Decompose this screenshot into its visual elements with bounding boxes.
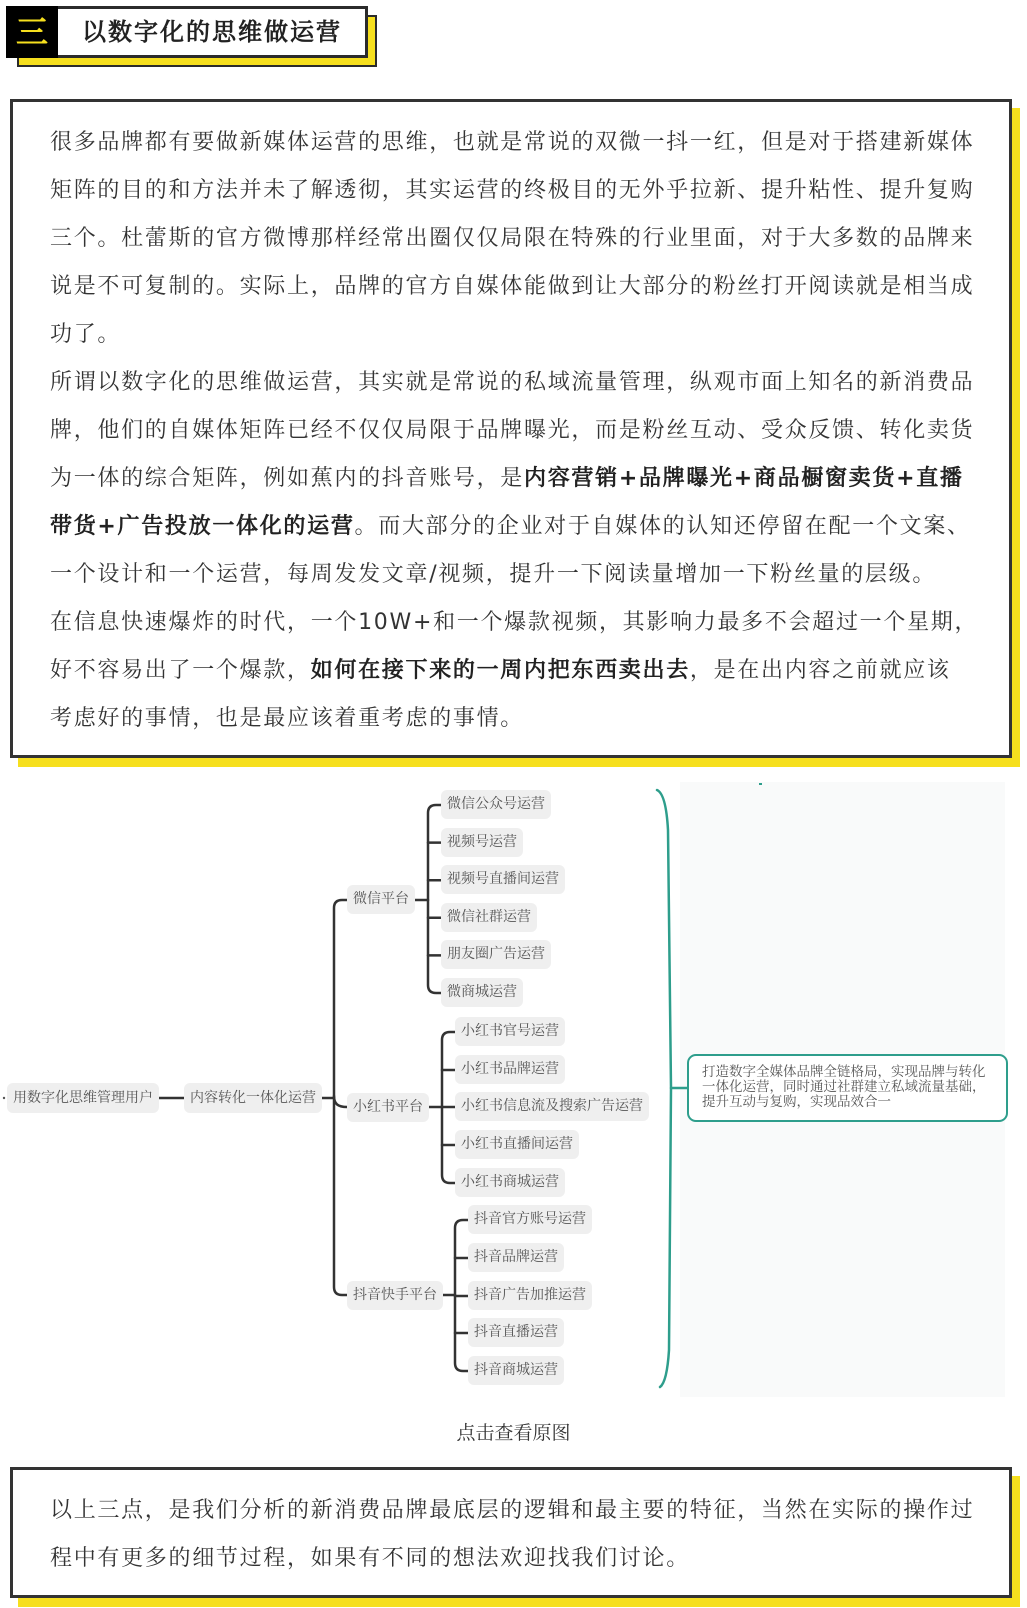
leaf-node: 小红书直播间运营 [455, 1130, 579, 1159]
branch-node-douyin: 抖音快手平台 [347, 1281, 443, 1310]
text-line [50, 695, 989, 743]
paragraph [50, 599, 989, 743]
leaf-node: 小红书官号运营 [455, 1017, 565, 1046]
mindmap-image[interactable] [0, 770, 1027, 1400]
text-line [50, 1487, 989, 1535]
leaf-node: 抖音直播运营 [468, 1318, 564, 1347]
text-line [50, 551, 989, 599]
text-line [50, 263, 989, 311]
leaf-node: 小红书商城运营 [455, 1168, 565, 1197]
summary-line: 打造数字全媒体品牌全链格局，实现品牌与转化 [702, 1064, 986, 1080]
paragraph [50, 359, 989, 599]
text-line [50, 1535, 989, 1583]
image-caption [0, 1420, 1027, 1446]
mindmap-root-node: 用数字化思维管理用户 [7, 1083, 159, 1113]
leaf-node: 视频号直播间运营 [441, 865, 565, 894]
text-segment: 很多品牌都有要做新媒体运营的思维，也就是常说的双微一抖一红，但是对于搭建新媒体 [50, 130, 975, 155]
leaf-node: 微信社群运营 [441, 903, 537, 932]
text-line [50, 119, 989, 167]
summary-bracket [657, 790, 687, 1387]
mindmap-summary-box [687, 1054, 1008, 1122]
bold-emphasis: 带货+广告投放一体化的运营 [50, 514, 355, 539]
root-edge-dot [2, 1096, 6, 1100]
text-segment: ，是在出内容之前就应该 [689, 658, 951, 683]
text-segment: 好不容易出了一个爆款， [50, 658, 311, 683]
summary-line: 提升互动与复购，实现品效合一 [702, 1094, 891, 1110]
section-number-badge [6, 6, 58, 58]
bold-emphasis: 如何在接下来的一周内把东西卖出去 [310, 658, 690, 683]
text-segment: 功了。 [50, 322, 122, 347]
branch-node-wechat: 微信平台 [347, 885, 415, 914]
leaf-node: 视频号运营 [441, 828, 523, 857]
text-line [50, 311, 989, 359]
bracket-xiaohongshu-ticks [442, 1070, 455, 1145]
text-segment: 三个。杜蕾斯的官方微博那样经常出圈仅仅局限在特殊的行业里面，对于大多数的品牌来 [50, 226, 975, 251]
view-original-image-link[interactable]: 点击查看原图 [456, 1422, 571, 1444]
text-segment: 所谓以数字化的思维做运营，其实就是常说的私域流量管理，纵观市面上知名的新消费品 [50, 370, 975, 395]
text-segment: 矩阵的目的和方法并未了解透彻，其实运营的终极目的无外乎拉新、提升粘性、提升复购 [50, 178, 975, 203]
text-line [50, 647, 989, 695]
leaf-node: 抖音品牌运营 [468, 1243, 564, 1272]
closing-text-box [10, 1467, 1012, 1598]
text-segment: 为一体的综合矩阵，例如蕉内的抖音账号，是 [50, 466, 525, 491]
leaf-node: 微信公众号运营 [441, 790, 551, 819]
text-segment: 说是不可复制的。实际上，品牌的官方自媒体能做到让大部分的粉丝打开阅读就是相当成 [50, 274, 975, 299]
branch-node-xiaohongshu: 小红书平台 [347, 1093, 429, 1122]
text-line [50, 359, 989, 407]
leaf-node: 小红书品牌运营 [455, 1055, 565, 1084]
leaf-node: 抖音广告加推运营 [468, 1281, 592, 1310]
text-segment: 在信息快速爆炸的时代，一个10W+和一个爆款视频，其影响力最多不会超过一个星期， [50, 610, 979, 635]
connector-trunk [334, 900, 347, 1295]
text-segment: 一个设计和一个运营，每周发发文章/视频，提升一下阅读量增加一下粉丝量的层级。 [50, 562, 937, 587]
text-line [50, 599, 989, 647]
text-segment: 以上三点，是我们分析的新消费品牌最底层的逻辑和最主要的特征，当然在实际的操作过 [50, 1498, 975, 1523]
leaf-node: 朋友圈广告运营 [441, 940, 551, 969]
intro-text-box [10, 99, 1012, 758]
paragraph [50, 119, 989, 359]
bracket-wechat-ticks [428, 843, 441, 956]
connector-trunk-xiaohongshu [334, 1096, 347, 1107]
leaf-node: 抖音商城运营 [468, 1356, 564, 1385]
summary-brace [657, 790, 671, 1387]
leaf-node: 小红书信息流及搜索广告运营 [455, 1092, 649, 1121]
text-line [50, 407, 989, 455]
mindmap-hub-node: 内容转化一体化运营 [184, 1083, 322, 1113]
bracket-douyin-ticks [455, 1258, 468, 1333]
text-segment: 牌，他们的自媒体矩阵已经不仅仅局限于品牌曝光，而是粉丝互动、受众反馈、转化卖货 [50, 418, 975, 443]
text-line [50, 503, 989, 551]
text-segment: 程中有更多的细节过程，如果有不同的想法欢迎找我们讨论。 [50, 1546, 690, 1571]
section-number: 三 [15, 13, 48, 51]
summary-line: 一体化运营，同时通过社群建立私域流量基础， [702, 1079, 986, 1095]
bold-emphasis: 内容营销+品牌曝光+商品橱窗卖货+直播 [524, 466, 964, 491]
text-segment: 。而大部分的企业对于自媒体的认知还停留在配一个文案、 [354, 514, 971, 539]
leaf-node: 微商城运营 [441, 978, 523, 1007]
leaf-node: 抖音官方账号运营 [468, 1205, 592, 1234]
text-segment: 考虑好的事情，也是最应该着重考虑的事情。 [50, 706, 525, 731]
text-line [50, 455, 989, 503]
section-title: 以数字化的思维做运营 [82, 18, 342, 46]
bracket-wechat [428, 805, 441, 993]
text-line [50, 167, 989, 215]
text-line [50, 215, 989, 263]
